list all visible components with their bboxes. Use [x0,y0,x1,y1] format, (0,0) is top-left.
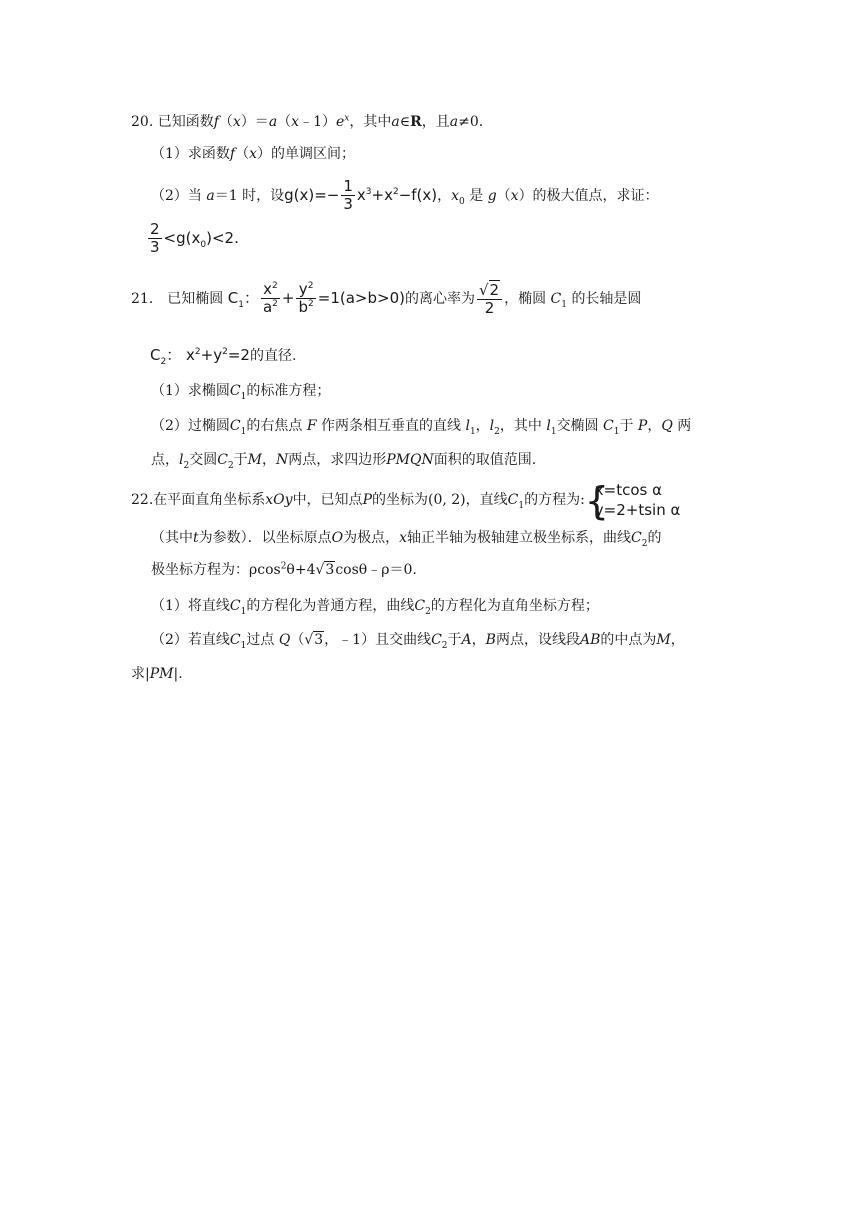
q20-stem: 20. 已知函数$f(x)=a(x﹣1)e^x$，其中a∈R，且a≠0. [131,113,484,130]
q21-stem-cont: $C_2$： $x^2+y^2=2$的直径. [150,346,297,367]
q22-stem: 22.在平面直角坐标系xOy中，已知点P的坐标为(0, 2)，直线$C_1$的方程为: { x=tcos α y=2+tsin α [131,479,681,523]
q21-number: 21． [131,291,163,307]
q21-part2-cont: 点，$l_2$交圆$C_2$于M，N两点，求四边形PMQN面积的取值范围. [151,452,537,471]
q20-part2: （2）当 a＝1 时，设g(x)=− $\frac{1}{3}$ $x^3+x^2-f(x)$，$x_0$ 是 g（x）的极大值点，求证： [151,177,659,213]
q22-line3: 极坐标方程为：ρcos$^2$θ+4√3cosθ﹣ρ＝0. [151,561,417,578]
q20-number: 20. [131,114,154,130]
q21-part1: （1）求椭圆$C_1$的标准方程； [151,383,331,402]
q22-number: 22. [131,492,154,508]
circle-equation: $C_2$： $x^2+y^2=2$ [150,346,250,367]
q22-part2-cont: 求|PM|. [131,666,183,682]
g-definition: g(x)=− $\frac{1}{3}$ $x^3+x^2-f(x)$ [284,177,438,213]
ellipse-equation: $C_1$： $\frac{x^2}{a^2}$ + $\frac{y^2}{b^2}$ =1(a>b>0) [227,280,405,316]
q22-part2: （2）若直线$C_1$过点 Q（√3，﹣1）且交曲线$C_2$于A，B两点，设线段AB的中点为M， [151,632,685,651]
q20-part1: （1）求函数f（x）的单调区间； [151,146,356,162]
parametric-system: { x=tcos α y=2+tsin α [584,479,681,523]
q21-part2: （2）过椭圆$C_1$的右焦点 F 作两条相互垂直的直线 $l_1$，$l_2$，其中 $l_1$交椭圆 $C_1$于 P，Q 两 [151,418,692,437]
q22-line2: （其中t为参数）．以坐标原点O为极点，x轴正半轴为极轴建立极坐标系，曲线$C_2$的 [151,530,662,549]
eccentricity: $\frac{√2}{2}$ [477,282,502,317]
q22-part1: （1）将直线$C_1$的方程化为普通方程，曲线$C_2$的方程化为直角坐标方程； [151,598,599,617]
q21-stem: 21． 已知椭圆 $C_1$： $\frac{x^2}{a^2}$ + $\frac{y^2}{b^2}$ =1(a>b>0)的离心率为 $\frac{√2}{2}$ ，椭圆 $C_1$ 的长轴是圆 [131,280,642,317]
q20-inequality: $\frac{2}{3}$ $<g(x_0)<2$. [150,220,239,256]
sqrt-3: √3 [315,562,335,578]
